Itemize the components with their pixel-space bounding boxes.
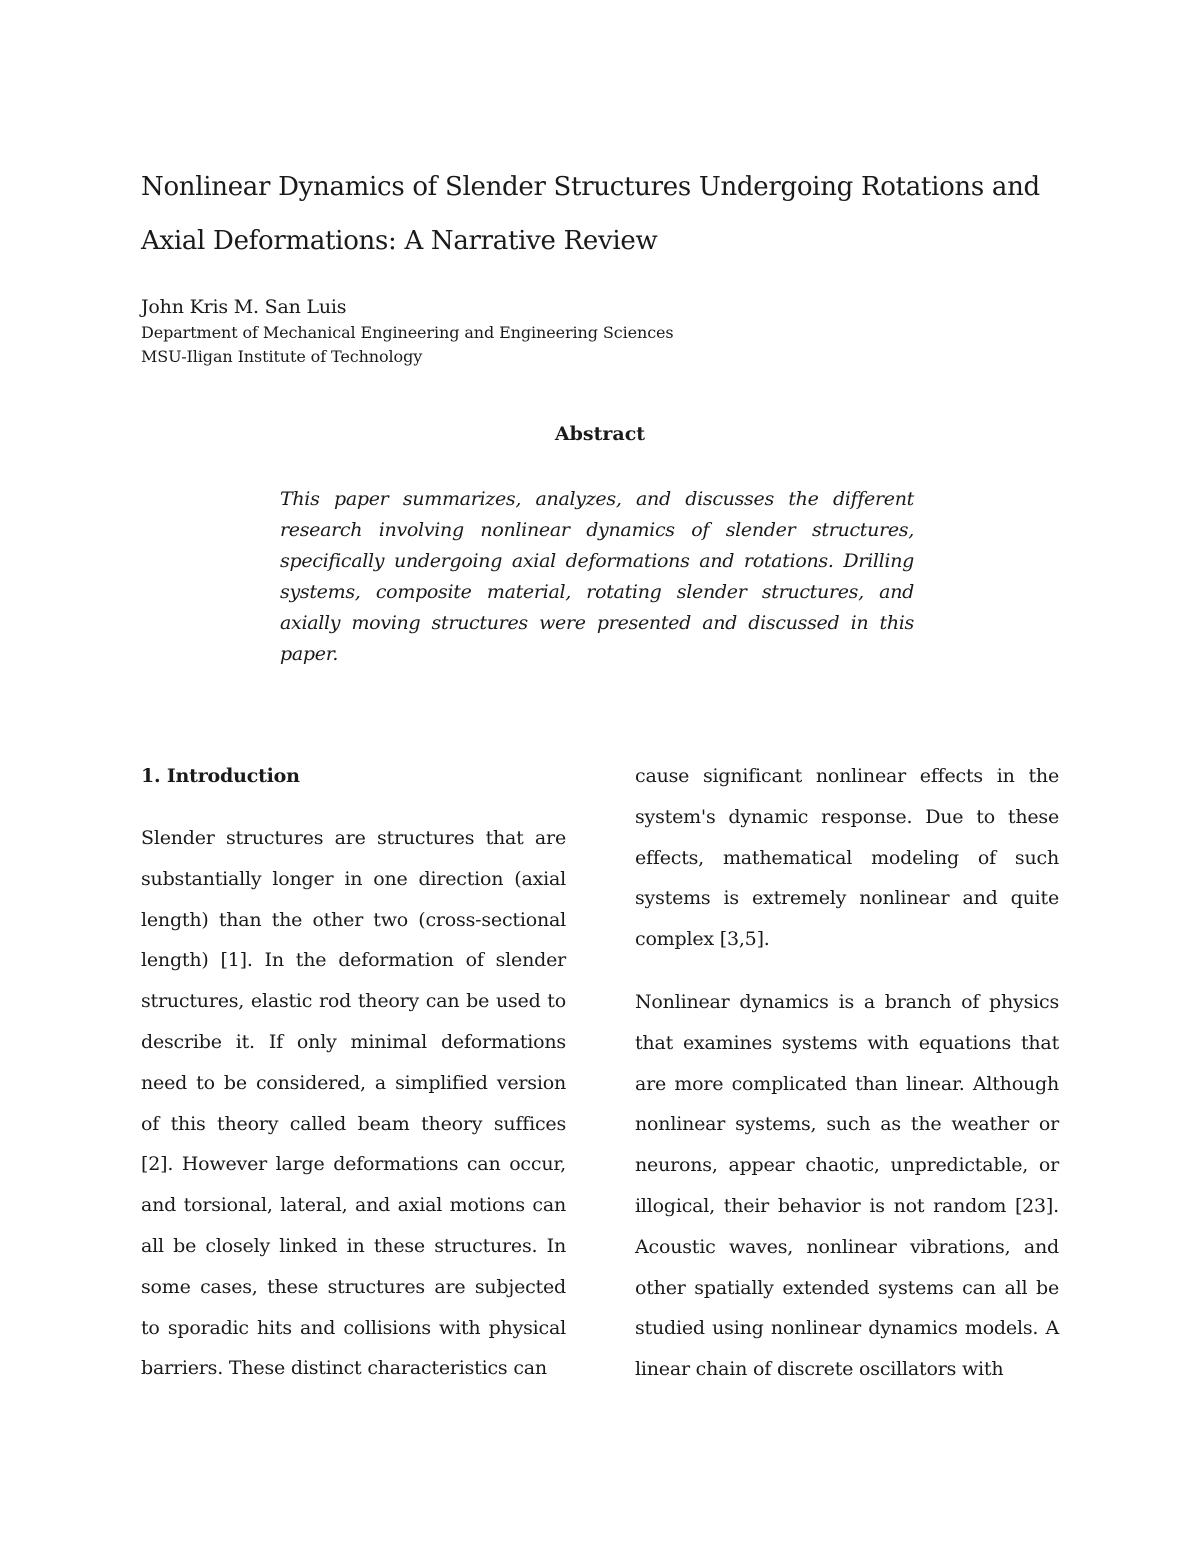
affiliation-department: Department of Mechanical Engineering and Engineering Sciences — [141, 323, 674, 342]
title-line-2: Axial Deformations: A Narrative Review — [141, 226, 658, 256]
paper-title — [141, 160, 1071, 268]
title-line-1: Nonlinear Dynamics of Slender Structures Undergoing Rotations and — [141, 172, 1040, 202]
affiliation-institute: MSU-Iligan Institute of Technology — [141, 347, 423, 366]
left-column — [141, 756, 566, 1389]
author-name: John Kris M. San Luis — [141, 296, 347, 318]
right-column — [635, 756, 1059, 1390]
introduction-paragraph-1-continued: cause significant nonlinear effects in the system's dynamic response. Due to these effects, mathematical modeling of such systems is extremely nonlinear and quite complex [3,5]. — [635, 765, 1059, 951]
introduction-paragraph-2: Nonlinear dynamics is a branch of physics that examines systems with equations that are more complicated than linear. Although nonlinear systems, such as the weather or neurons, appear chaotic, unpredictable, or illogical, their behavior is not random [23]. Acoustic waves, nonlinear vibrations, and other spatially extended systems can all be studied using nonlinear dynamics models. A linear chain of discrete oscillators with — [635, 990, 1059, 1381]
author-block — [141, 293, 674, 369]
introduction-paragraph-1: Slender structures are structures that are substantially longer in one direction (axial length) than the other two (cross-sectional length) [1]. In the deformation of slender structures, elastic rod theory can be used to describe it. If only minimal deformations need to be considered, a simplified version of this theory called beam theory suffices [2]. However large deformations can occur, and torsional, lateral, and axial motions can all be closely linked in these structures. In some cases, these structures are subjected to sporadic hits and collisions with physical barriers. These distinct characteristics can — [141, 827, 566, 1380]
abstract-heading: Abstract — [554, 423, 646, 445]
section-heading-introduction: 1. Introduction — [141, 765, 300, 787]
abstract-text: This paper summarizes, analyzes, and discusses the different research involving nonlinear dynamics of slender structures, specifically undergoing axial deformations and rotations. Drilling systems, composite material, rotating slender structures, and axially moving structures were presented and discussed in this paper. — [280, 488, 914, 665]
